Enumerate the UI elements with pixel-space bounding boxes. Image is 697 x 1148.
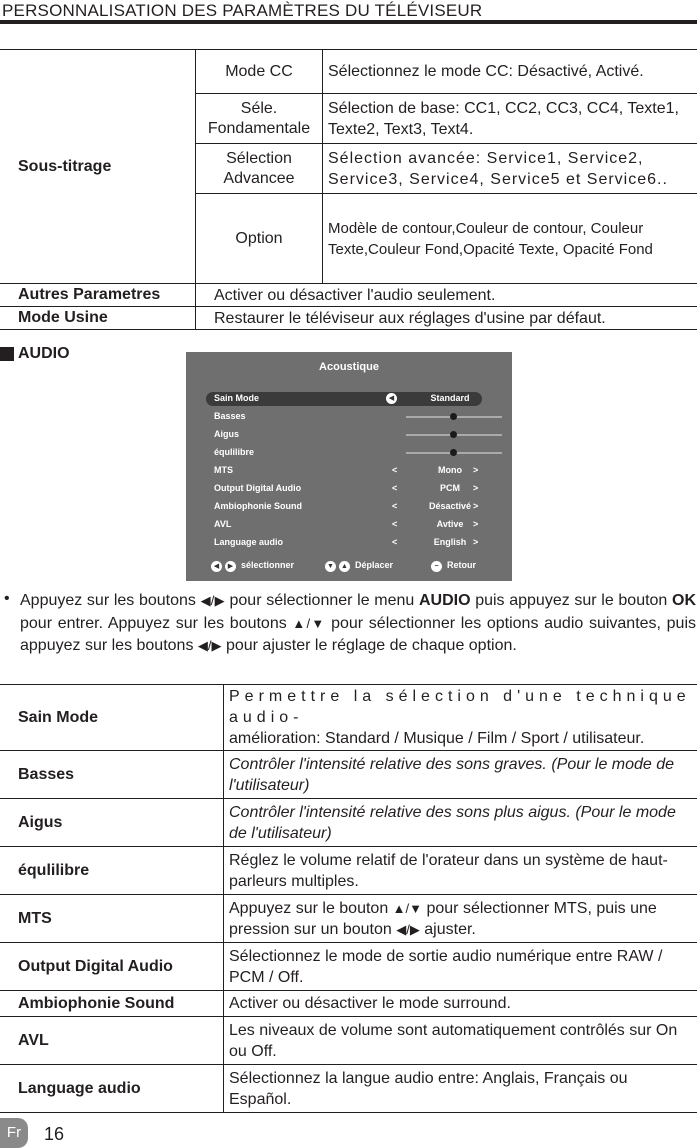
row-label: Ambiophonie Sound: [0, 991, 224, 1017]
left-arrow-icon: ◀: [386, 393, 397, 404]
row-desc: Activer ou désactiver le mode surround.: [224, 991, 697, 1017]
row-label: MTS: [0, 895, 224, 943]
up-down-arrows-icon: ▲/▼: [292, 615, 326, 631]
osd-item-label: Output Digital Audio: [214, 483, 302, 493]
instr-text: pour entrer. Appuyez sur les boutons: [20, 614, 293, 632]
slider-track: [406, 434, 502, 436]
table-row: [0, 799, 697, 847]
row-desc: [224, 895, 697, 943]
osd-item-label: équlilibre: [214, 447, 255, 457]
osd-item-avl: [206, 518, 506, 532]
option-desc: Sélectionnez le mode CC: Désactivé, Activé.: [323, 50, 697, 94]
osd-item-label: Language audio: [214, 537, 284, 547]
option-desc: Sélection de base: CC1, CC2, CC3, CC4, Texte1, Texte2, Text3, Text4.: [323, 94, 697, 144]
slider-track: [406, 416, 502, 418]
slider-track: [406, 452, 502, 454]
audio-settings-table: [0, 684, 697, 1113]
chevron-left-icon: <: [392, 483, 398, 493]
language-badge: Fr: [0, 1118, 28, 1148]
left-right-arrows-icon: ◀/▶: [197, 638, 222, 653]
osd-item-language: [206, 536, 506, 550]
chevron-right-icon: >: [473, 501, 479, 511]
row-desc: Sélectionnez le mode de sortie audio numérique entre RAW / PCM / Off.: [224, 943, 697, 991]
audio-section-heading: [0, 345, 70, 363]
section-square-icon: [0, 347, 14, 361]
osd-item-basses: [206, 410, 506, 424]
osd-item-value: English: [433, 537, 467, 547]
osd-footer-back: Retour: [447, 560, 476, 570]
instr-text: pour sélectionner les options audio suivantes, puis appuyez sur les boutons: [20, 614, 697, 654]
up-arrow-icon: ▲: [339, 561, 350, 572]
audio-menu-screenshot: [186, 352, 512, 581]
left-arrow-icon: ◀: [211, 561, 222, 572]
row-desc: Les niveaux de volume sont automatiquement contrôlés sur On ou Off.: [224, 1017, 697, 1065]
table-row: [0, 943, 697, 991]
bullet-icon: •: [4, 590, 10, 607]
osd-item-value: Désactivé: [428, 501, 472, 511]
page-number: 16: [44, 1124, 65, 1144]
osd-item-aigus: [206, 428, 506, 442]
autres-desc: Activer ou désactiver l'audio seulement.: [196, 284, 697, 307]
osd-item-label: AVL: [214, 519, 232, 529]
table-row: [0, 307, 697, 330]
autres-label: Autres Parametres: [0, 284, 196, 307]
osd-title: Acoustique: [319, 361, 379, 373]
row-desc-text: pour sélectionner MTS, puis une pression sur un bouton: [229, 899, 657, 938]
usine-desc: Restaurer le téléviseur aux réglages d'usine par défaut.: [196, 307, 697, 330]
osd-item-ambiophonie: [206, 500, 506, 514]
osd-item-label: Sain Mode: [214, 393, 260, 403]
osd-item-label: Basses: [214, 411, 246, 421]
chevron-left-icon: <: [392, 537, 398, 547]
slider-knob: [450, 413, 457, 420]
osd-footer-move: Déplacer: [355, 560, 394, 570]
row-desc: Réglez le volume relatif de l'orateur dans un système de haut-parleurs multiples.: [224, 847, 697, 895]
osd-item-label: MTS: [214, 465, 233, 475]
instr-bold: OK: [672, 592, 697, 609]
section-title: AUDIO: [18, 345, 70, 362]
instr-text: puis appuyez sur le bouton: [470, 592, 673, 609]
osd-item-sain-mode: [206, 392, 482, 406]
slider-knob: [450, 449, 457, 456]
osd-item-equilibre: [206, 446, 506, 460]
chevron-left-icon: <: [392, 465, 398, 475]
row-desc-line: Permettre la sélection d'une technique audio-: [229, 688, 691, 726]
header-rule: [0, 20, 697, 24]
option-name: Option: [196, 194, 323, 284]
row-label: Basses: [0, 751, 224, 799]
page-header: [0, 0, 697, 26]
option-desc: Modèle de contour,Couleur de contour, Couleur Texte,Couleur Fond,Opacité Texte, Opacité Fond: [323, 194, 697, 284]
left-right-arrows-icon: ◀/▶: [396, 921, 420, 937]
row-desc-line: amélioration: Standard / Musique / Film / Sport / utilisateur.: [229, 730, 645, 747]
right-arrow-icon: ▶: [225, 561, 236, 572]
osd-item-label: Ambiophonie Sound: [214, 501, 302, 511]
option-name-line: Advancee: [223, 169, 295, 187]
table-row: [0, 50, 697, 94]
subtitle-settings-table: [0, 49, 697, 330]
usine-label: Mode Usine: [0, 307, 196, 330]
row-desc-text: Appuyez sur le bouton: [229, 899, 393, 917]
sous-titrage-label: Sous-titrage: [0, 50, 196, 284]
row-label: équlilibre: [0, 847, 224, 895]
row-label: Aigus: [0, 799, 224, 847]
row-label: AVL: [0, 1017, 224, 1065]
chevron-right-icon: >: [473, 519, 479, 529]
row-label: Sain Mode: [0, 685, 224, 751]
option-desc: Sélection avancée: Service1, Service2, Service3, Service4, Service5 et Service6..: [323, 144, 697, 194]
left-right-arrows-icon: ◀/▶: [200, 593, 225, 608]
instructions-paragraph: [20, 590, 696, 658]
option-name: [196, 144, 323, 194]
option-name-line: Fondamentale: [207, 119, 311, 137]
table-row: [0, 1065, 697, 1113]
row-desc: [224, 685, 697, 751]
down-arrow-icon: ▼: [325, 561, 336, 572]
osd-item-label: Aigus: [214, 429, 240, 439]
instr-text: Appuyez sur les boutons: [20, 592, 201, 609]
chevron-right-icon: >: [473, 483, 479, 493]
instr-text: pour ajuster le réglage de chaque option.: [221, 637, 517, 654]
option-name: [196, 94, 323, 144]
chevron-left-icon: <: [392, 501, 398, 511]
table-row: [0, 284, 697, 307]
table-row: [0, 847, 697, 895]
chevron-left-icon: <: [392, 519, 398, 529]
table-row: [0, 751, 697, 799]
row-desc-text: ajuster.: [419, 920, 476, 938]
option-name-line: Séle.: [240, 99, 278, 117]
osd-footer-select: sélectionner: [241, 560, 295, 570]
osd-item-value: Mono: [438, 465, 462, 475]
table-row: [0, 991, 697, 1017]
row-desc: Contrôler l'intensité relative des sons plus aigus. (Pour le mode de l'utilisateur): [224, 799, 697, 847]
chevron-right-icon: >: [473, 537, 479, 547]
row-label: Language audio: [0, 1065, 224, 1113]
return-icon: −: [431, 561, 442, 572]
osd-item-output-digital-audio: [206, 482, 506, 496]
osd-item-value: Avtive: [436, 519, 464, 529]
row-label: Output Digital Audio: [0, 943, 224, 991]
row-desc: Contrôler l'intensité relative des sons graves. (Pour le mode de l'utilisateur): [224, 751, 697, 799]
up-down-arrows-icon: ▲/▼: [392, 900, 423, 916]
table-row: [0, 685, 697, 751]
osd-item-mts: [206, 464, 506, 478]
instr-text: pour sélectionner le menu: [224, 592, 419, 609]
osd-item-value: Standard: [430, 393, 470, 403]
row-desc: Sélectionnez la langue audio entre: Anglais, Français ou Español.: [224, 1065, 697, 1113]
option-name: Mode CC: [196, 50, 323, 94]
osd-item-value: PCM: [440, 483, 460, 493]
option-name-line: Sélection: [226, 149, 292, 167]
slider-knob: [450, 431, 457, 438]
table-row: [0, 895, 697, 943]
table-row: [0, 1017, 697, 1065]
instr-bold: AUDIO: [418, 592, 471, 609]
chevron-right-icon: >: [473, 465, 479, 475]
page-title: PERSONNALISATION DES PARAMÈTRES DU TÉLÉVISEUR: [2, 1, 483, 20]
